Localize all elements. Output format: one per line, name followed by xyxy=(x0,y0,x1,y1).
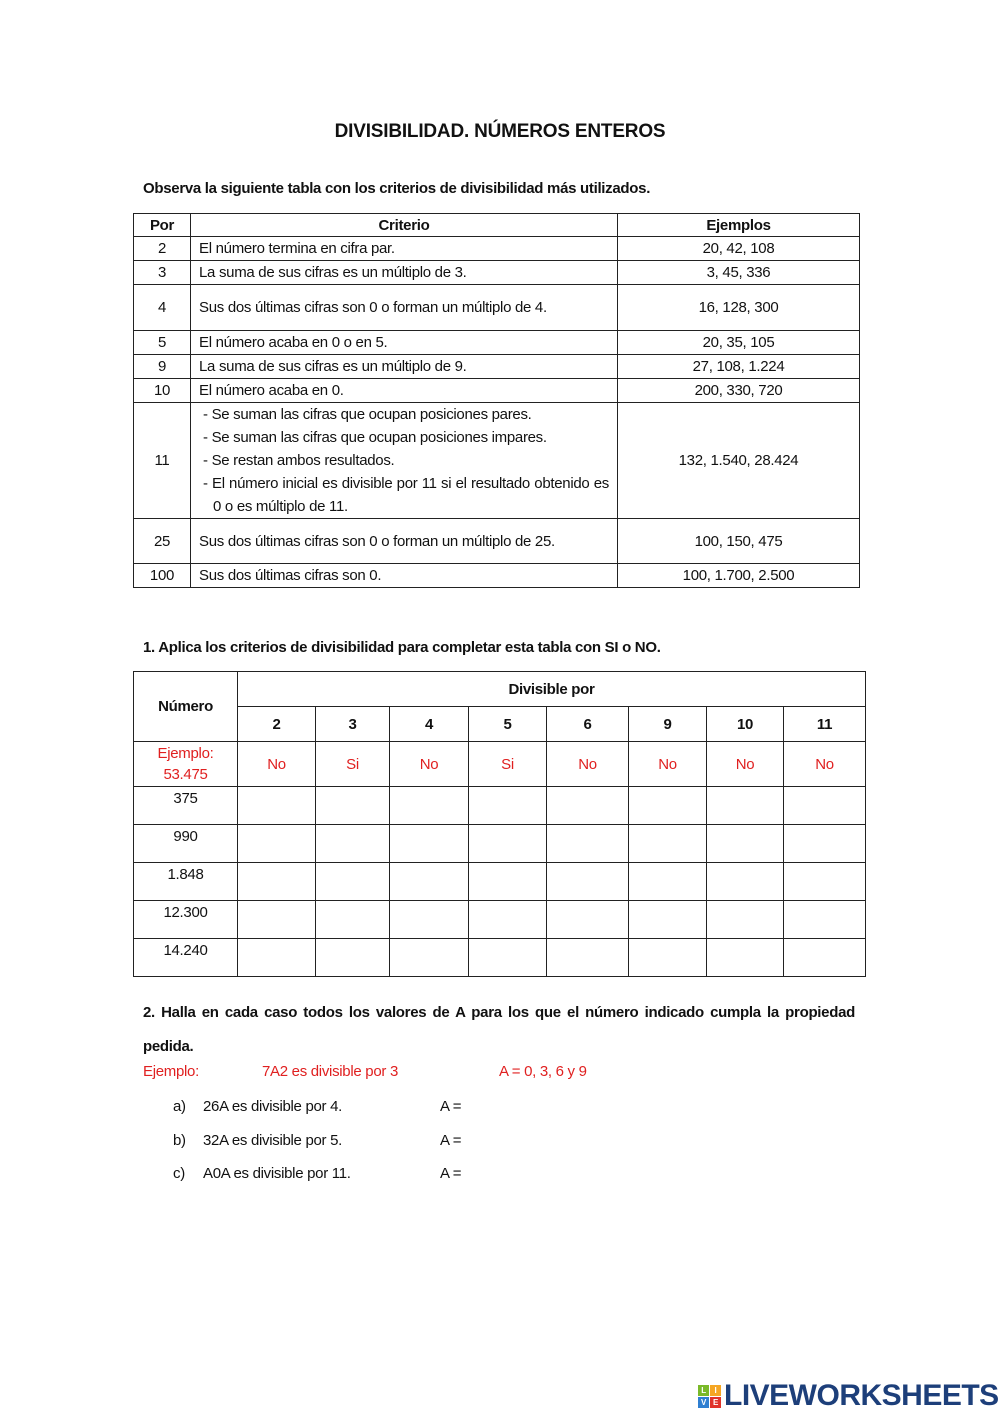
criterio-list-item: - Se restan ambos resultados. xyxy=(203,452,395,469)
header-por: Por xyxy=(134,214,191,237)
table-row xyxy=(134,787,866,825)
example-answer-cell: No xyxy=(547,742,629,787)
divisor-header: 11 xyxy=(784,707,866,742)
table-row xyxy=(134,355,860,379)
table-row xyxy=(134,564,860,588)
table-header-row xyxy=(134,214,860,237)
por-cell: 5 xyxy=(134,331,191,355)
example-answer-cell: No xyxy=(707,742,784,787)
criterio-cell: Sus dos últimas cifras son 0. xyxy=(191,564,618,588)
answer-cell[interactable] xyxy=(316,787,390,825)
por-cell: 11 xyxy=(134,403,191,519)
table-row xyxy=(134,331,860,355)
divisor-header: 9 xyxy=(629,707,707,742)
answer-cell[interactable] xyxy=(238,825,316,863)
criteria-table xyxy=(133,213,860,588)
answer-cell[interactable] xyxy=(629,863,707,901)
example-answer-cell: No xyxy=(629,742,707,787)
answer-cell[interactable] xyxy=(390,901,469,939)
criterio-cell: Sus dos últimas cifras son 0 o forman un múltiplo de 25. xyxy=(191,519,618,564)
example-answer-cell: No xyxy=(238,742,316,787)
item-letter: b) xyxy=(173,1131,186,1149)
logo-badge-icon: L I V E xyxy=(698,1385,721,1408)
table-row xyxy=(134,939,866,977)
answer-cell[interactable] xyxy=(238,787,316,825)
answer-cell[interactable] xyxy=(316,901,390,939)
number-cell: 12.300 xyxy=(134,901,238,939)
logo-text: LIVEWORKSHEETS xyxy=(724,1379,999,1412)
por-cell: 25 xyxy=(134,519,191,564)
table-row xyxy=(134,901,866,939)
ejemplos-cell: 27, 108, 1.224 xyxy=(618,355,860,379)
item-text: A0A es divisible por 11. xyxy=(203,1165,351,1182)
por-cell: 100 xyxy=(134,564,191,588)
number-cell: 375 xyxy=(134,787,238,825)
number-cell: 1.848 xyxy=(134,863,238,901)
answer-cell[interactable] xyxy=(390,863,469,901)
answer-cell[interactable] xyxy=(238,863,316,901)
example-answer-cell: No xyxy=(784,742,866,787)
por-cell: 3 xyxy=(134,261,191,285)
divisor-header: 10 xyxy=(707,707,784,742)
por-cell: 2 xyxy=(134,237,191,261)
answer-cell[interactable] xyxy=(707,787,784,825)
answer-cell[interactable] xyxy=(784,863,866,901)
answer-cell[interactable] xyxy=(629,939,707,977)
example-statement: 7A2 es divisible por 3 xyxy=(262,1063,398,1080)
answer-cell[interactable] xyxy=(238,901,316,939)
divisor-header: 6 xyxy=(547,707,629,742)
ejemplos-cell: 100, 1.700, 2.500 xyxy=(618,564,860,588)
answer-cell[interactable] xyxy=(316,825,390,863)
answer-cell[interactable] xyxy=(547,939,629,977)
example-number-cell xyxy=(134,742,238,787)
answer-cell[interactable] xyxy=(547,787,629,825)
answer-cell[interactable] xyxy=(469,825,547,863)
criterio-cell: El número termina en cifra par. xyxy=(191,237,618,261)
table-row xyxy=(134,261,860,285)
answer-cell[interactable] xyxy=(784,787,866,825)
ejemplos-cell: 200, 330, 720 xyxy=(618,379,860,403)
ejemplos-cell: 16, 128, 300 xyxy=(618,285,860,331)
header-ejemplos: Ejemplos xyxy=(618,214,860,237)
por-cell: 9 xyxy=(134,355,191,379)
criterio-cell: Sus dos últimas cifras son 0 o forman un múltiplo de 4. xyxy=(191,285,618,331)
table-row xyxy=(134,379,860,403)
item-answer-field[interactable]: A = xyxy=(440,1098,462,1115)
header-divisible-por: Divisible por xyxy=(238,672,866,707)
table-row xyxy=(134,285,860,331)
example-answer-cell: Si xyxy=(469,742,547,787)
number-cell: 14.240 xyxy=(134,939,238,977)
example-number: 53.475 xyxy=(163,766,208,783)
answer-cell[interactable] xyxy=(629,825,707,863)
liveworksheets-logo xyxy=(698,1379,999,1413)
answer-cell[interactable] xyxy=(238,939,316,977)
answer-cell[interactable] xyxy=(316,863,390,901)
answer-cell[interactable] xyxy=(547,825,629,863)
answer-cell[interactable] xyxy=(707,901,784,939)
answer-cell[interactable] xyxy=(707,939,784,977)
answer-cell[interactable] xyxy=(469,863,547,901)
example-label: Ejemplo: xyxy=(157,745,214,762)
table-row xyxy=(134,237,860,261)
criterio-cell: La suma de sus cifras es un múltiplo de 9. xyxy=(191,355,618,379)
por-cell: 4 xyxy=(134,285,191,331)
criterio-list-item: - Se suman las cifras que ocupan posiciones impares. xyxy=(203,429,547,446)
divisor-header: 3 xyxy=(316,707,390,742)
answer-cell[interactable] xyxy=(390,939,469,977)
table-row xyxy=(134,825,866,863)
exercise1-prompt: 1. Aplica los criterios de divisibilidad para completar esta tabla con SI o NO. xyxy=(143,639,661,656)
criterio-cell: La suma de sus cifras es un múltiplo de 3. xyxy=(191,261,618,285)
table-row xyxy=(134,863,866,901)
answer-cell[interactable] xyxy=(784,939,866,977)
number-cell: 990 xyxy=(134,825,238,863)
item-letter: c) xyxy=(173,1165,185,1182)
criterio-cell: El número acaba en 0. xyxy=(191,379,618,403)
item-letter: a) xyxy=(173,1098,186,1115)
answer-cell[interactable] xyxy=(784,901,866,939)
example-label: Ejemplo: xyxy=(143,1063,199,1080)
ejemplos-cell: 100, 150, 475 xyxy=(618,519,860,564)
divisor-header: 4 xyxy=(390,707,469,742)
header-numero: Número xyxy=(134,672,238,742)
ejemplos-cell: 132, 1.540, 28.424 xyxy=(618,403,860,519)
answer-cell[interactable] xyxy=(629,787,707,825)
table-row xyxy=(134,519,860,564)
criterio-cell xyxy=(191,403,618,519)
answer-cell[interactable] xyxy=(390,825,469,863)
exercise2-prompt: 2. Halla en cada caso todos los valores de A para los que el número indicado cumpla la propiedad pedida. xyxy=(143,1004,855,1055)
answer-cell[interactable] xyxy=(547,901,629,939)
answer-cell[interactable] xyxy=(469,787,547,825)
example-answer-cell: Si xyxy=(316,742,390,787)
item-answer-field[interactable]: A = xyxy=(440,1131,462,1149)
ejemplos-cell: 20, 35, 105 xyxy=(618,331,860,355)
answer-cell[interactable] xyxy=(707,825,784,863)
answer-cell[interactable] xyxy=(316,939,390,977)
answer-cell[interactable] xyxy=(547,863,629,901)
ejemplos-cell: 20, 42, 108 xyxy=(618,237,860,261)
answer-cell[interactable] xyxy=(629,901,707,939)
answer-cell[interactable] xyxy=(784,825,866,863)
answer-cell[interactable] xyxy=(390,787,469,825)
criterio-list-item: - Se suman las cifras que ocupan posiciones pares. xyxy=(203,406,532,423)
intro-text: Observa la siguiente tabla con los criterios de divisibilidad más utilizados. xyxy=(143,180,651,197)
header-criterio: Criterio xyxy=(191,214,618,237)
divisor-header: 2 xyxy=(238,707,316,742)
ejemplos-cell: 3, 45, 336 xyxy=(618,261,860,285)
por-cell: 10 xyxy=(134,379,191,403)
answer-cell[interactable] xyxy=(707,863,784,901)
table-row xyxy=(134,403,860,519)
answer-cell[interactable] xyxy=(469,901,547,939)
criterio-list-item: - El número inicial es divisible por 11 si el resultado obtenido es 0 o es múltiplo de 11. xyxy=(203,475,609,515)
page-title: DIVISIBILIDAD. NÚMEROS ENTEROS xyxy=(334,121,666,142)
item-text: 32A es divisible por 5. xyxy=(203,1131,343,1149)
divisor-header: 5 xyxy=(469,707,547,742)
example-answer: A = 0, 3, 6 y 9 xyxy=(499,1063,587,1080)
item-text: 26A es divisible por 4. xyxy=(203,1098,343,1115)
criterio-cell: El número acaba en 0 o en 5. xyxy=(191,331,618,355)
item-answer-field[interactable]: A = xyxy=(440,1165,462,1182)
example-answer-cell: No xyxy=(390,742,469,787)
answer-cell[interactable] xyxy=(469,939,547,977)
divisibility-table xyxy=(133,671,866,977)
